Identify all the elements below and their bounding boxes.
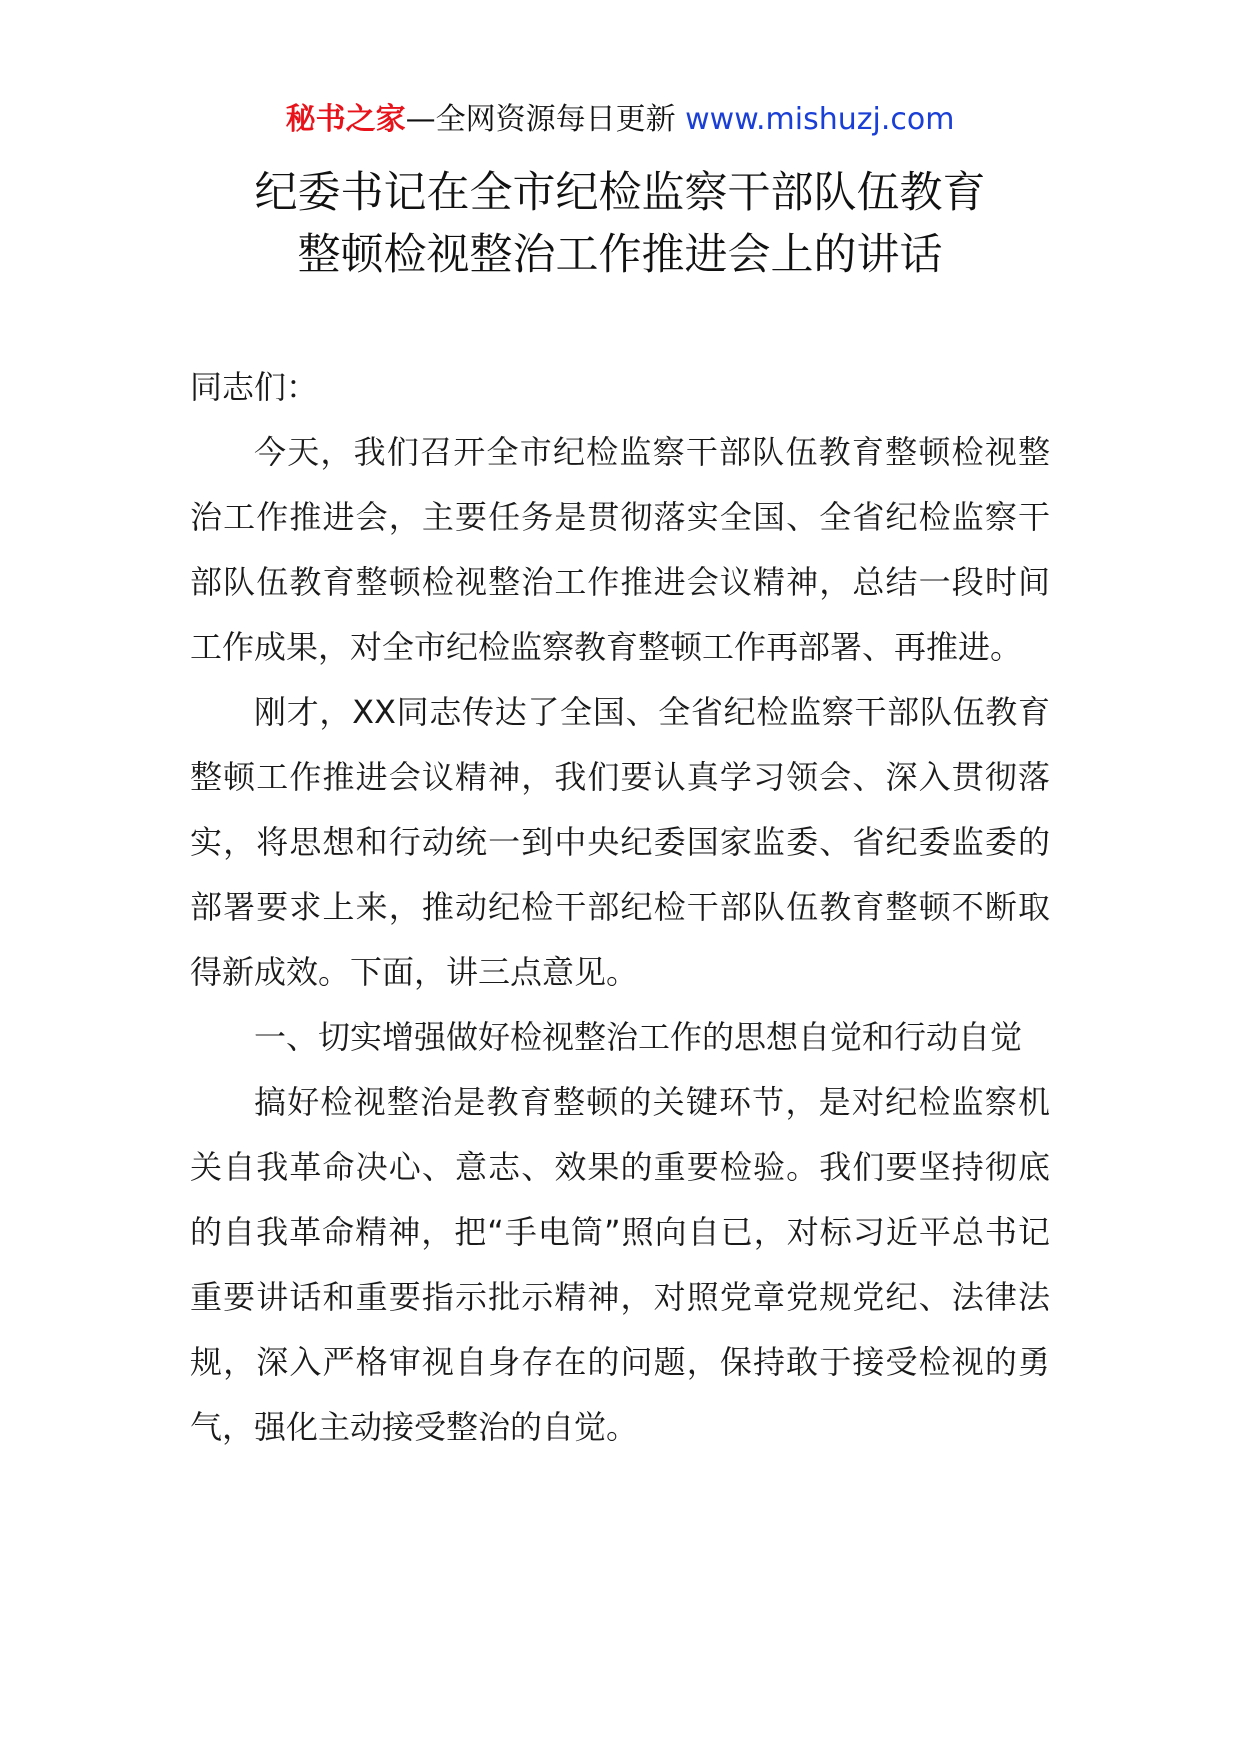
document-title-line-1: 纪委书记在全市纪检监察干部队伍教育 [254,168,986,218]
site-url-link[interactable]: www.mishuzj.com [685,102,955,137]
document-body [190,355,1050,1460]
document-title-line-2: 整顿检视整治工作推进会上的讲话 [297,230,943,280]
site-header [0,100,1240,140]
salutation: 同志们： [190,368,319,406]
paragraph-summary: 刚才，XX同志传达了全国、全省纪检监察干部队伍教育整顿工作推进会议精神，我们要认真学习领会、深入贯彻落实，将思想和行动统一到中央纪委国家监委、省纪委监委的部署要求上来，推动纪检干部纪检干部队伍教育整顿不断取得新成效。下面，讲三点意见。 [190,693,1050,991]
brand-name: 秘书之家 [285,102,406,137]
paragraph-intro: 今天，我们召开全市纪检监察干部队伍教育整顿检视整治工作推进会，主要任务是贯彻落实全国、全省纪检监察干部队伍教育整顿检视整治工作推进会议精神，总结一段时间工作成果，对全市纪检监察教育整顿工作再部署、再推进。 [190,433,1050,666]
header-tagline: —全网资源每日更新 [405,102,676,137]
section-heading-1: 一、切实增强做好检视整治工作的思想自觉和行动自觉 [254,1018,1023,1056]
paragraph-section-1: 搞好检视整治是教育整顿的关键环节，是对纪检监察机关自我革命决心、意志、效果的重要检验。我们要坚持彻底的自我革命精神，把“手电筒”照向自已，对标习近平总书记重要讲话和重要指示批示精神，对照党章党规党纪、法律法规，深入严格审视自身存在的问题，保持敢于接受检视的勇气，强化主动接受整治的自觉。 [190,1083,1050,1446]
